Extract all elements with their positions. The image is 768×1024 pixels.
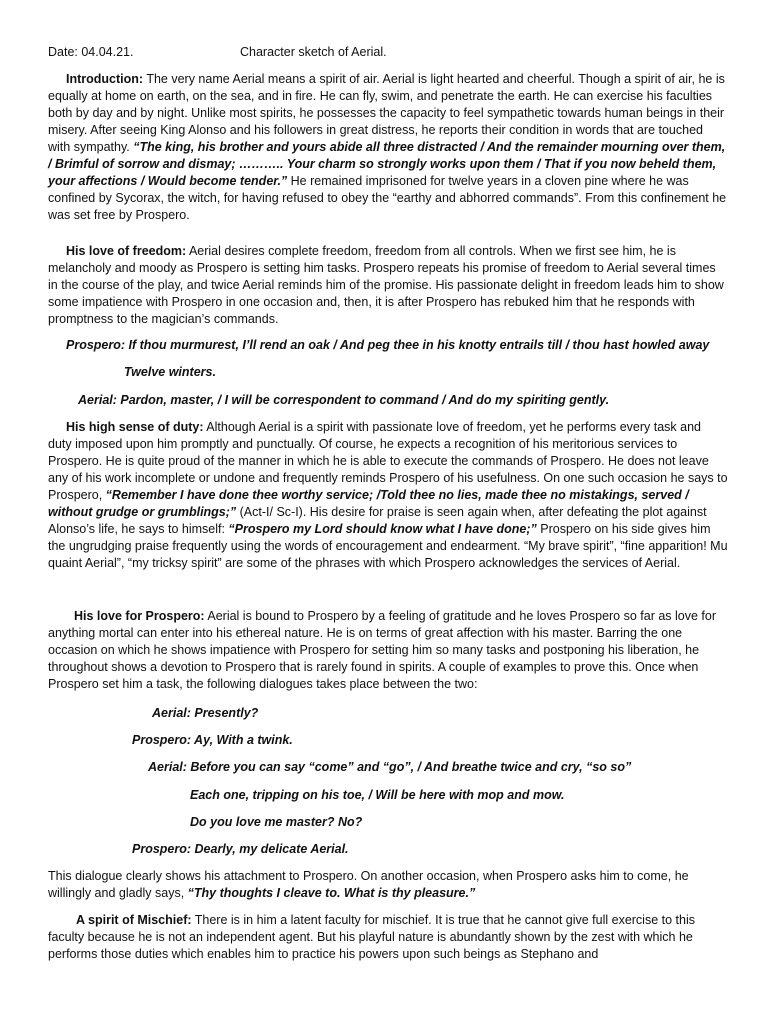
document-title: Character sketch of Aerial. [240,45,387,59]
heading-introduction: Introduction: [66,72,144,86]
dialogue2-line1: Aerial: Presently? [152,706,259,720]
heading-spirit-of-mischief: A spirit of Mischief: [76,913,192,927]
dialogue1-line1: Prospero: If thou murmurest, I’ll rend an oak / And peg thee in his knotty entrails till / thou hast howled away [66,338,710,352]
duty-text-1: Although Aerial is a spirit with passionate love of freedom, yet he performs every task and duty imposed upon him promptly and punctually. Of course, he expects a recognition of his meritorious services to Prospero. He is quite proud of the manner in which he is able to execute the commands of Prospero. He does not leave any of his work incomplete or undone and frequently reminds Prospero of his usefulness. On one such occasion he says to Prospero, [48,420,728,502]
paragraph-introduction [48,71,728,224]
dialogue2-line5: Do you love me master? No? [190,815,363,829]
dialogue2-line4: Each one, tripping on his toe, / Will be here with mop and mow. [190,788,565,802]
paragraph-attachment [48,868,728,902]
love-text: Aerial is bound to Prospero by a feeling of gratitude and he loves Prospero so far as love for anything mortal can enter into his ethereal nature. He is on terms of great affection with his master. Barring the one occasion on which he shows impatience with Prospero for setting him so many tasks and postponing his liberation, he throughout shows a devotion to Prospero that is rarely found in spirits. A couple of examples to prove this. Once when Prospero set him a task, the following dialogues takes place between the two: [48,609,717,691]
dialogue1-line3: Aerial: Pardon, master, / I will be correspondent to command / And do my spiriting gently. [78,393,610,407]
duty-quote-2: “Prospero my Lord should know what I have done;” [228,522,537,536]
attachment-quote: “Thy thoughts I cleave to. What is thy pleasure.” [187,886,476,900]
paragraph-love-for-prospero [48,608,728,693]
dialogue2-line2: Prospero: Ay, With a twink. [132,733,293,747]
intro-quote: “The king, his brother and yours abide all three distracted / And the remainder mourning over them, / Brimful of sorrow and dismay; ……….. Your charm so strongly works upon them / That if you now beheld them, your affections / Would become tender.” [48,140,726,188]
paragraph-spirit-of-mischief [48,912,728,963]
duty-text-3: Prospero on his side gives him the ungrudging praise frequently using the words of encouragement and endearment. “My brave spirit”, “fine apparition! Mu quaint Aerial”, “my tricksy spirit” are some of the phrases with which Prospero acknowledges the services of Aerial. [48,522,728,570]
intro-text-2: He remained imprisoned for twelve years in a cloven pine where he was confined by Sycorax, the witch, for having refused to obey the “earthy and abhorred commands”. From this confinement he was set free by Prospero. [48,174,727,222]
attachment-text: This dialogue clearly shows his attachment to Prospero. On another occasion, when Prospero asks him to come, he willingly and gladly says, [48,869,689,900]
heading-love-for-prospero: His love for Prospero: [74,609,205,623]
mischief-text: There is in him a latent faculty for mischief. It is true that he cannot give full exercise to this faculty because he is not an independent agent. But his playful nature is abundantly shown by the zest with which he performs those duties which enables him to practice his powers upon such beings as Stephano and [48,913,695,961]
dialogue1-line2: Twelve winters. [124,365,216,379]
paragraph-sense-of-duty [48,419,728,572]
document-date: Date: 04.04.21. [48,45,134,59]
duty-quote-1: “Remember I have done thee worthy service; /Told thee no lies, made thee no mistakings, served / without grudge or grumblings;” [48,488,689,519]
freedom-text: Aerial desires complete freedom, freedom from all controls. When we first see him, he is melancholy and moody as Prospero is setting him tasks. Prospero repeats his promise of freedom to Aerial several times in the course of the play, and twice Aerial reminds him of the promise. His passionate delight in freedom leads him to show some impatience with Prospero in one occasion and, then, it is after Prospero has rebuked him that he responds with promptness to the magician’s commands. [48,244,724,326]
duty-text-2: (Act-I/ Sc-I). His desire for praise is seen again when, after defeating the plot against Alonso’s life, he says to himself: [48,505,707,536]
document-header [48,44,728,61]
dialogue2-line3: Aerial: Before you can say “come” and “go”, / And breathe twice and cry, “so so” [148,760,632,774]
heading-sense-of-duty: His high sense of duty: [66,420,204,434]
intro-text-1: The very name Aerial means a spirit of air. Aerial is light hearted and cheerful. Though a spirit of air, he is equally at home on earth, on the sea, and in fire. He can fly, swim, and penetrate the earth. He can exercise his faculties both by day and by night. Unlike most spirits, he possesses the capacity to feel sympathetic towards human beings in their misery. After seeing King Alonso and his followers in great distress, he reports their condition in words that are touched with sympathy. [48,72,725,154]
dialogue2-line6: Prospero: Dearly, my delicate Aerial. [132,842,349,856]
paragraph-love-of-freedom [48,243,728,328]
heading-love-of-freedom: His love of freedom: [66,244,187,258]
